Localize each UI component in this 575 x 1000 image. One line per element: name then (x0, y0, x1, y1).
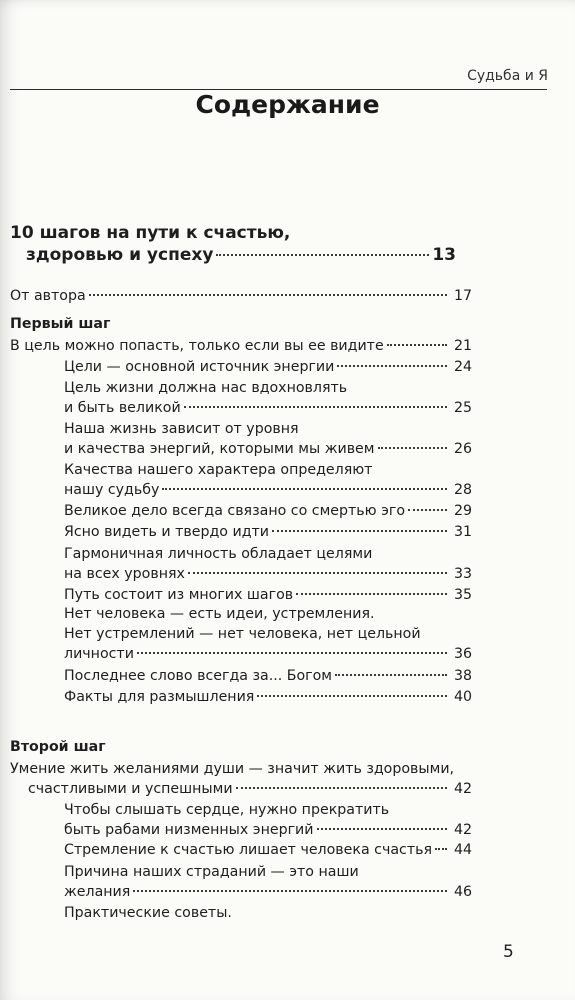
toc-item[interactable] (64, 903, 472, 923)
entry-text: Причина наших страданий — это наши (64, 864, 359, 880)
leader-dots (162, 488, 447, 490)
entry-text: желания (64, 884, 131, 900)
toc-item[interactable] (64, 800, 472, 840)
toc-item[interactable] (64, 378, 472, 418)
leader-dots (137, 652, 447, 654)
entry-text: и качества энергий, которыми мы живем (64, 441, 375, 457)
leader-dots (387, 344, 447, 346)
page-ref: 31 (453, 524, 472, 540)
leader-dots (188, 572, 447, 574)
entry-text: на всех уровнях (64, 566, 185, 582)
page-ref: 36 (453, 646, 472, 662)
toc-title: Содержание (195, 90, 380, 119)
entry-text: быть рабами низменных энергий (64, 822, 314, 838)
page-ref: 42 (453, 822, 472, 838)
leader-dots (337, 365, 447, 367)
section-heading-step2: Второй шаг (10, 739, 106, 755)
toc-item[interactable] (64, 501, 472, 521)
entry-text: Ясно видеть и твердо идти (64, 524, 269, 540)
leader-dots (317, 828, 448, 830)
entry-text: и быть великой (64, 400, 181, 416)
toc-entry-step2-intro[interactable] (10, 759, 472, 799)
page-ref: 42 (453, 781, 472, 797)
toc-entry-from-author[interactable] (10, 286, 472, 306)
page-ref: 13 (432, 245, 456, 265)
leader-dots (257, 695, 447, 697)
toc-item[interactable] (64, 522, 472, 542)
leader-dots (133, 890, 447, 892)
page-ref: 21 (453, 338, 472, 354)
toc-entry-main[interactable] (10, 222, 456, 266)
entry-text: Последнее слово всегда за... Богом (64, 668, 332, 684)
section-heading-step1: Первый шаг (10, 316, 111, 332)
entry-text: Чтобы слышать сердце, нужно прекратить (64, 802, 390, 818)
leader-dots (435, 848, 447, 850)
toc-item[interactable] (64, 666, 472, 686)
page-ref: 26 (453, 441, 472, 457)
entry-text: нашу судьбу (64, 482, 160, 498)
entry-text: здоровью и успеху (26, 245, 214, 265)
toc-item[interactable] (64, 840, 472, 860)
entry-text: Гармоничная личность обладает целями (64, 546, 373, 562)
page-ref: 44 (453, 842, 472, 858)
page-ref: 35 (453, 587, 472, 603)
toc-item[interactable] (64, 460, 472, 500)
leader-dots (408, 509, 447, 511)
entry-text: Качества нашего характера определяют (64, 462, 373, 478)
leader-dots (89, 294, 447, 296)
page-ref: 46 (453, 884, 472, 900)
entry-text: В цель можно попасть, только если вы ее видите (10, 338, 384, 354)
leader-dots (184, 406, 447, 408)
toc-item[interactable] (64, 687, 472, 707)
toc-entry-step1-intro[interactable] (10, 336, 472, 356)
leader-dots (378, 447, 448, 449)
toc-item[interactable] (64, 419, 472, 459)
entry-text: Нет человека — есть идеи, устремления. (64, 606, 375, 622)
entry-text: личности (64, 646, 134, 662)
entry-text: Великое дело всегда связано со смертью эго (64, 503, 406, 519)
page-ref: 38 (453, 668, 472, 684)
entry-text: счастливыми и успешными (28, 781, 233, 797)
toc-item[interactable] (64, 357, 472, 377)
leader-dots (272, 530, 447, 532)
toc-item[interactable] (64, 604, 472, 664)
entry-text: Цель жизни должна нас вдохновлять (64, 380, 348, 396)
entry-text: Путь состоит из многих шагов (64, 587, 294, 603)
page-ref: 17 (453, 288, 472, 304)
entry-text: Факты для размышления (64, 689, 255, 705)
page-ref: 33 (453, 566, 472, 582)
entry-text: Цели — основной источник энергии (64, 359, 335, 375)
toc-item[interactable] (64, 544, 472, 584)
entry-text: Умение жить желаниями души — значит жить здоровыми, (10, 761, 455, 777)
leader-dots (335, 674, 447, 676)
entry-text: Наша жизнь зависит от уровня (64, 421, 299, 437)
entry-text: Нет устремлений — нет человека, нет цельной (64, 626, 421, 642)
toc-item[interactable] (64, 585, 472, 605)
page-ref: 40 (453, 689, 472, 705)
page-ref: 24 (453, 359, 472, 375)
entry-text: От автора (10, 288, 86, 304)
page-ref: 29 (453, 503, 472, 519)
page-ref: 25 (453, 400, 472, 416)
entry-text: 10 шагов на пути к счастью, (10, 223, 291, 243)
running-head: Судьба и Я (467, 68, 548, 84)
leader-dots (236, 787, 447, 789)
toc-item[interactable] (64, 862, 472, 902)
leader-dots (296, 593, 447, 595)
page-ref: 28 (453, 482, 472, 498)
entry-text: Стремление к счастью лишает человека счастья (64, 842, 433, 858)
page-number: 5 (503, 942, 514, 962)
entry-text: Практические советы. (64, 905, 232, 921)
leader-dots (216, 254, 429, 256)
